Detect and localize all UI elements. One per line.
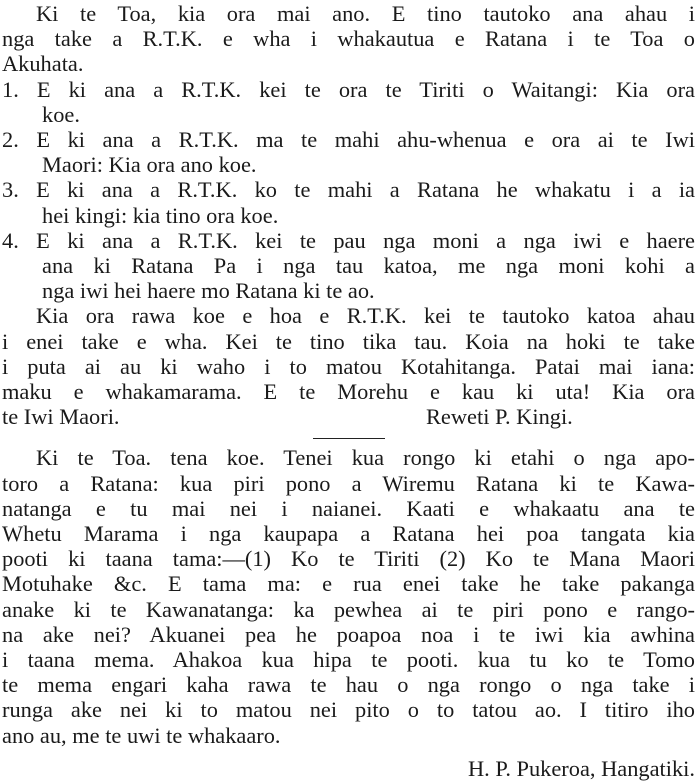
list-item-line: 2. E ki ana a R.T.K. ma te mahi ahu-whenua e ora ai te Iwi [2, 127, 695, 152]
paragraph-line: ano au, me te uwi te whakaaro. [2, 722, 281, 748]
list-item-line: koe. [42, 101, 80, 127]
paragraph-line: Ki te Toa. tena koe. Tenei kua rongo ki etahi o nga apo- [36, 445, 695, 471]
paragraph-line: i enei take e wha. Kei te tino tika tau. Koia na hoki te take [2, 328, 695, 354]
list-item-line: nga iwi hei haere mo Ratana ki te ao. [42, 278, 375, 304]
divider-rule [313, 438, 385, 439]
list-item-line: hei kingi: kia tino ora koe. [42, 202, 279, 228]
closing-text: te Iwi Maori. [2, 404, 120, 430]
paragraph-line: Motuhake &c. E tama ma: e rua enei take he take pakanga [2, 571, 695, 597]
paragraph-line: Kia ora rawa koe e hoa e R.T.K. kei te tautoko katoa ahau [36, 303, 695, 329]
paragraph-line: i puta ai au ki waho i to matou Kotahitanga. Patai mai iana: [2, 353, 695, 379]
paragraph-line: i taana mema. Ahakoa kua hipa te pooti. kua tu ko te Tomo [2, 647, 695, 672]
paragraph-line: runga ake nei ki to matou nei pito o to tatou ao. I titiro iho [2, 697, 695, 723]
list-item-line: ana ki Ratana Pa i nga tau katoa, me nga moni kohi a [42, 253, 695, 278]
paragraph-line: nga take a R.T.K. e wha i whakautua e Ratana i te Toa o [2, 26, 695, 52]
list-item-line: 3. E ki ana a R.T.K. ko te mahi a Ratana he whakatu i a ia [2, 177, 695, 203]
list-item-line: Maori: Kia ora ano koe. [42, 152, 257, 178]
signature: H. P. Pukeroa, Hangatiki. [468, 755, 695, 781]
paragraph-line: na ake nei? Akuanei pea he poapoa noa i te iwi kia awhina [2, 621, 695, 647]
paragraph-line: te mema engari kaha rawa te hau o nga rongo o nga take i [2, 672, 695, 698]
list-item-line: 4. E ki ana a R.T.K. kei te pau nga moni a nga iwi e haere [2, 227, 695, 253]
paragraph-line: Ki te Toa, kia ora mai ano. E tino tautoko ana ahau i [36, 1, 695, 26]
paragraph-line: natanga e tu mai nei i naianei. Kaati e whakaatu ana te [2, 495, 695, 521]
paragraph-line: Akuhata. [2, 51, 84, 77]
paragraph-line: toro a Ratana: kua piri pono a Wiremu Ratana ki te Kawa- [2, 470, 695, 496]
closing-line [2, 405, 695, 431]
paragraph-line: Whetu Marama i nga kaupapa a Ratana hei poa tangata kia [2, 521, 695, 546]
list-item-line: 1. E ki ana a R.T.K. kei te ora te Tiriti o Waitangi: Kia ora [2, 76, 695, 102]
paragraph-line: anake ki te Kawanatanga: ka pewhea ai te piri pono e rango- [2, 596, 695, 622]
signature: Reweti P. Kingi. [426, 404, 573, 430]
paragraph-line: pooti ki taana tama:—(1) Ko te Tiriti (2) Ko te Mana Maori [2, 546, 695, 572]
paragraph-line: maku e whakamarama. E te Morehu e kau ki uta! Kia ora [2, 379, 695, 404]
